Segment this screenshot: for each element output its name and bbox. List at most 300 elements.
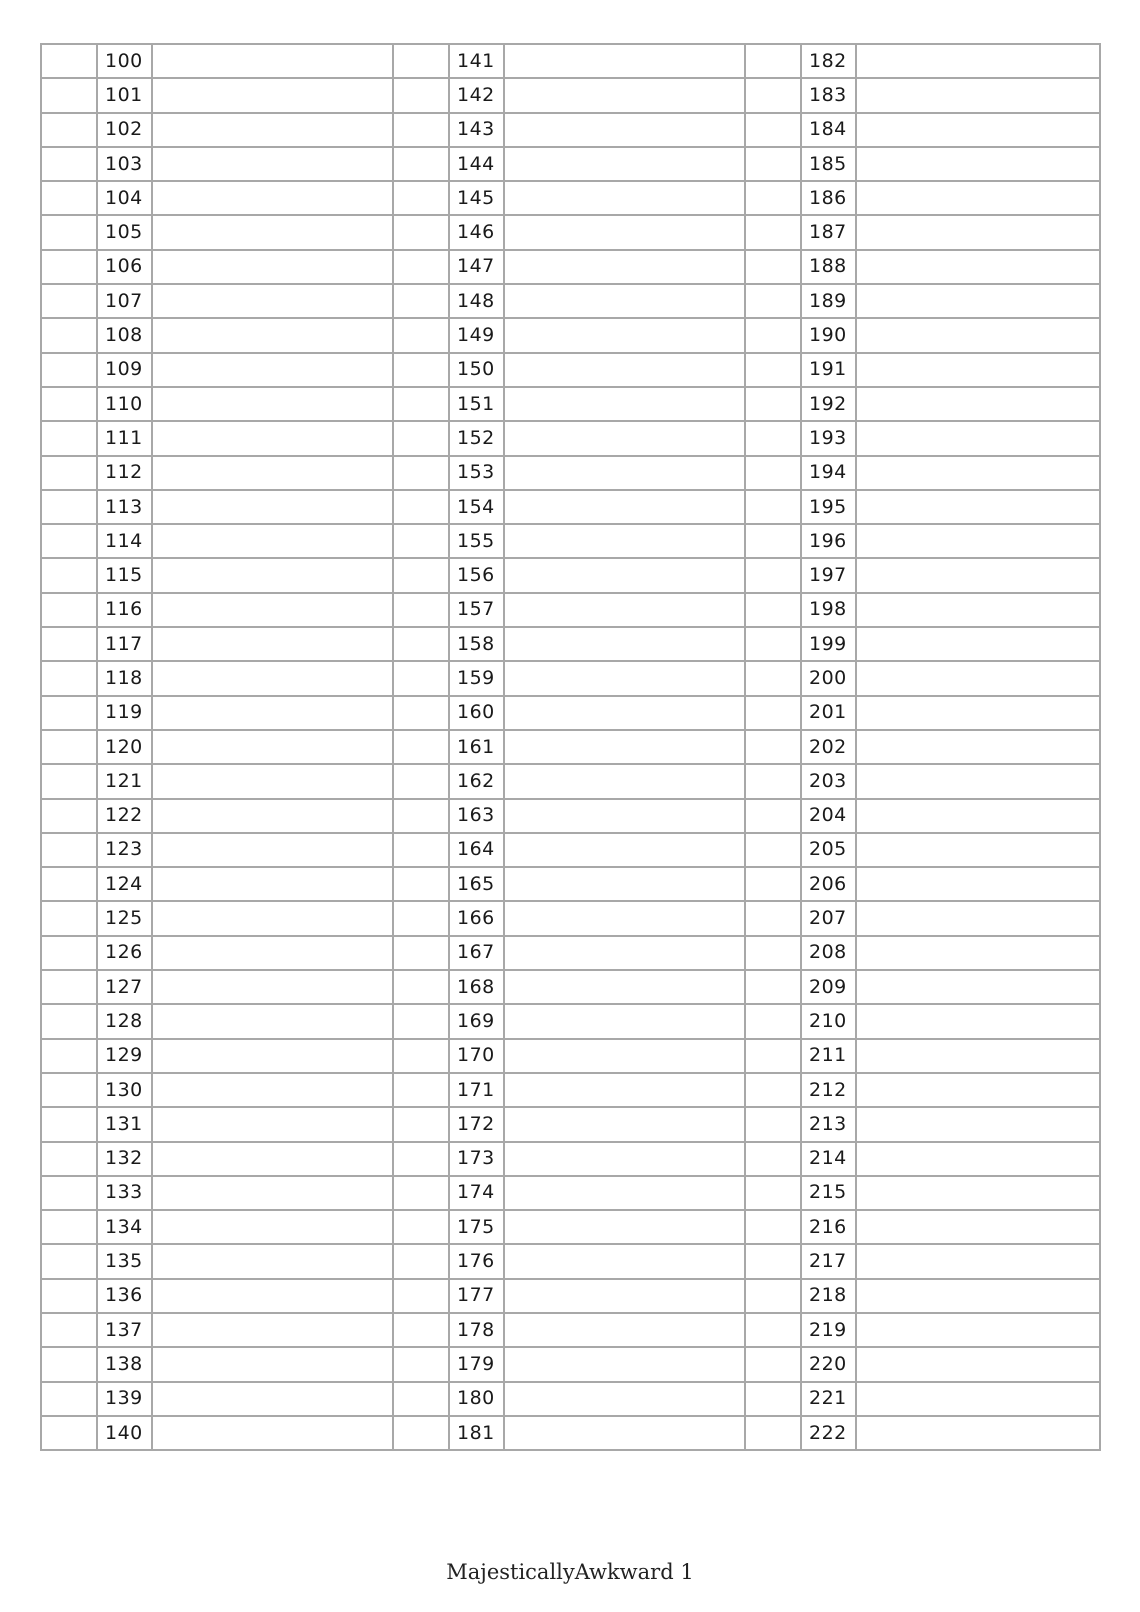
entry-cell[interactable] (504, 44, 745, 78)
entry-cell[interactable] (856, 490, 1100, 524)
entry-cell[interactable] (152, 78, 393, 112)
number-cell: 197 (801, 558, 856, 592)
entry-cell[interactable] (856, 456, 1100, 490)
number-cell: 164 (449, 833, 504, 867)
number-cell: 101 (97, 78, 152, 112)
entry-cell[interactable] (152, 627, 393, 661)
checkbox-cell[interactable] (41, 1279, 97, 1313)
table-row (41, 1210, 1100, 1244)
entry-cell[interactable] (856, 730, 1100, 764)
checkbox-cell[interactable] (393, 250, 449, 284)
entry-cell[interactable] (504, 1279, 745, 1313)
entry-cell[interactable] (152, 1313, 393, 1347)
checkbox-cell[interactable] (745, 524, 801, 558)
entry-cell[interactable] (856, 215, 1100, 249)
entry-cell[interactable] (856, 1382, 1100, 1416)
checkbox-cell[interactable] (393, 661, 449, 695)
entry-cell[interactable] (856, 1039, 1100, 1073)
checkbox-cell[interactable] (41, 1244, 97, 1278)
checkbox-cell[interactable] (393, 113, 449, 147)
entry-cell[interactable] (152, 318, 393, 352)
entry-cell[interactable] (504, 387, 745, 421)
checkbox-cell[interactable] (393, 970, 449, 1004)
number-cell: 162 (449, 764, 504, 798)
number-cell: 113 (97, 490, 152, 524)
entry-cell[interactable] (504, 936, 745, 970)
checkbox-cell[interactable] (745, 901, 801, 935)
table-row (41, 1279, 1100, 1313)
entry-cell[interactable] (504, 764, 745, 798)
entry-cell[interactable] (504, 627, 745, 661)
entry-cell[interactable] (856, 181, 1100, 215)
number-cell: 187 (801, 215, 856, 249)
checkbox-cell[interactable] (745, 181, 801, 215)
checkbox-cell[interactable] (393, 1347, 449, 1381)
entry-cell[interactable] (152, 181, 393, 215)
number-cell: 108 (97, 318, 152, 352)
checkbox-cell[interactable] (393, 901, 449, 935)
checkbox-cell[interactable] (745, 1347, 801, 1381)
checkbox-cell[interactable] (745, 490, 801, 524)
checkbox-cell[interactable] (745, 456, 801, 490)
number-cell: 193 (801, 421, 856, 455)
checkbox-cell[interactable] (41, 867, 97, 901)
entry-cell[interactable] (504, 1039, 745, 1073)
checkbox-cell[interactable] (745, 284, 801, 318)
checkbox-cell[interactable] (393, 764, 449, 798)
checkbox-cell[interactable] (393, 1210, 449, 1244)
checkbox-cell[interactable] (41, 1142, 97, 1176)
checkbox-cell[interactable] (393, 421, 449, 455)
checkbox-cell[interactable] (41, 799, 97, 833)
checkbox-cell[interactable] (41, 593, 97, 627)
table-body (41, 44, 1100, 1450)
entry-cell[interactable] (504, 524, 745, 558)
entry-cell[interactable] (152, 421, 393, 455)
checkbox-cell[interactable] (41, 284, 97, 318)
entry-cell[interactable] (504, 696, 745, 730)
entry-cell[interactable] (856, 250, 1100, 284)
checkbox-cell[interactable] (41, 353, 97, 387)
checkbox-cell[interactable] (393, 1176, 449, 1210)
entry-cell[interactable] (504, 799, 745, 833)
number-cell: 111 (97, 421, 152, 455)
number-cell: 141 (449, 44, 504, 78)
entry-cell[interactable] (856, 833, 1100, 867)
checkbox-cell[interactable] (745, 1107, 801, 1141)
entry-cell[interactable] (856, 1313, 1100, 1347)
checkbox-cell[interactable] (745, 593, 801, 627)
entry-cell[interactable] (152, 147, 393, 181)
checkbox-cell[interactable] (393, 867, 449, 901)
table-row (41, 558, 1100, 592)
entry-cell[interactable] (152, 1210, 393, 1244)
entry-cell[interactable] (152, 1347, 393, 1381)
checkbox-cell[interactable] (745, 1279, 801, 1313)
checkbox-cell[interactable] (41, 1210, 97, 1244)
entry-cell[interactable] (856, 1004, 1100, 1038)
checkbox-cell[interactable] (41, 1039, 97, 1073)
checkbox-cell[interactable] (41, 250, 97, 284)
checkbox-cell[interactable] (41, 490, 97, 524)
checkbox-cell[interactable] (393, 524, 449, 558)
number-cell: 177 (449, 1279, 504, 1313)
checkbox-cell[interactable] (41, 936, 97, 970)
checkbox-cell[interactable] (393, 456, 449, 490)
number-cell: 155 (449, 524, 504, 558)
entry-cell[interactable] (152, 1244, 393, 1278)
table-row (41, 1416, 1100, 1450)
entry-cell[interactable] (504, 456, 745, 490)
checkbox-cell[interactable] (393, 215, 449, 249)
entry-cell[interactable] (856, 353, 1100, 387)
checkbox-cell[interactable] (41, 1382, 97, 1416)
entry-cell[interactable] (504, 901, 745, 935)
entry-cell[interactable] (504, 1347, 745, 1381)
checkbox-cell[interactable] (41, 764, 97, 798)
checkbox-cell[interactable] (745, 970, 801, 1004)
number-cell: 201 (801, 696, 856, 730)
checkbox-cell[interactable] (393, 1107, 449, 1141)
number-cell: 157 (449, 593, 504, 627)
entry-cell[interactable] (152, 215, 393, 249)
checkbox-cell[interactable] (393, 1244, 449, 1278)
entry-cell[interactable] (152, 456, 393, 490)
checkbox-cell[interactable] (41, 524, 97, 558)
entry-cell[interactable] (856, 799, 1100, 833)
number-cell: 188 (801, 250, 856, 284)
number-cell: 125 (97, 901, 152, 935)
checkbox-cell[interactable] (745, 764, 801, 798)
entry-cell[interactable] (504, 1004, 745, 1038)
checkbox-cell[interactable] (41, 181, 97, 215)
entry-cell[interactable] (152, 1176, 393, 1210)
checkbox-cell[interactable] (393, 181, 449, 215)
checkbox-cell[interactable] (41, 1176, 97, 1210)
entry-cell[interactable] (856, 901, 1100, 935)
entry-cell[interactable] (856, 1279, 1100, 1313)
checkbox-cell[interactable] (745, 627, 801, 661)
number-cell: 205 (801, 833, 856, 867)
entry-cell[interactable] (152, 1004, 393, 1038)
entry-cell[interactable] (152, 353, 393, 387)
number-cell: 133 (97, 1176, 152, 1210)
entry-cell[interactable] (152, 1039, 393, 1073)
entry-cell[interactable] (152, 113, 393, 147)
entry-cell[interactable] (504, 593, 745, 627)
checkbox-cell[interactable] (745, 1244, 801, 1278)
checkbox-cell[interactable] (41, 387, 97, 421)
table-row (41, 627, 1100, 661)
checkbox-cell[interactable] (745, 353, 801, 387)
entry-cell[interactable] (504, 284, 745, 318)
checkbox-cell[interactable] (393, 558, 449, 592)
entry-cell[interactable] (152, 524, 393, 558)
entry-cell[interactable] (152, 1382, 393, 1416)
checkbox-cell[interactable] (393, 1142, 449, 1176)
checkbox-cell[interactable] (393, 490, 449, 524)
checkbox-cell[interactable] (393, 833, 449, 867)
entry-cell[interactable] (504, 1107, 745, 1141)
checkbox-cell[interactable] (745, 730, 801, 764)
number-cell: 216 (801, 1210, 856, 1244)
entry-cell[interactable] (856, 1142, 1100, 1176)
checkbox-cell[interactable] (41, 78, 97, 112)
checkbox-cell[interactable] (745, 44, 801, 78)
checkbox-cell[interactable] (745, 78, 801, 112)
table-row (41, 970, 1100, 1004)
entry-cell[interactable] (504, 1416, 745, 1450)
entry-cell[interactable] (856, 78, 1100, 112)
entry-cell[interactable] (504, 867, 745, 901)
entry-cell[interactable] (504, 1313, 745, 1347)
entry-cell[interactable] (856, 113, 1100, 147)
entry-cell[interactable] (152, 44, 393, 78)
checkbox-cell[interactable] (393, 44, 449, 78)
entry-cell[interactable] (856, 524, 1100, 558)
entry-cell[interactable] (856, 1347, 1100, 1381)
entry-cell[interactable] (504, 353, 745, 387)
checkbox-cell[interactable] (745, 215, 801, 249)
checkbox-cell[interactable] (393, 730, 449, 764)
checkbox-cell[interactable] (41, 661, 97, 695)
entry-cell[interactable] (504, 558, 745, 592)
checkbox-cell[interactable] (41, 730, 97, 764)
entry-cell[interactable] (504, 1142, 745, 1176)
checkbox-cell[interactable] (41, 147, 97, 181)
table-row (41, 593, 1100, 627)
number-cell: 103 (97, 147, 152, 181)
entry-cell[interactable] (856, 1073, 1100, 1107)
checkbox-cell[interactable] (393, 1039, 449, 1073)
checkbox-cell[interactable] (41, 215, 97, 249)
entry-cell[interactable] (856, 1176, 1100, 1210)
checkbox-cell[interactable] (41, 696, 97, 730)
table-row (41, 318, 1100, 352)
entry-cell[interactable] (856, 1244, 1100, 1278)
checkbox-cell[interactable] (745, 661, 801, 695)
number-cell: 135 (97, 1244, 152, 1278)
number-cell: 122 (97, 799, 152, 833)
entry-cell[interactable] (504, 78, 745, 112)
checkbox-cell[interactable] (745, 1176, 801, 1210)
entry-cell[interactable] (152, 284, 393, 318)
checkbox-cell[interactable] (41, 113, 97, 147)
entry-cell[interactable] (856, 284, 1100, 318)
entry-cell[interactable] (504, 833, 745, 867)
number-cell: 152 (449, 421, 504, 455)
entry-cell[interactable] (152, 593, 393, 627)
entry-cell[interactable] (504, 215, 745, 249)
checkbox-cell[interactable] (41, 627, 97, 661)
checkbox-cell[interactable] (41, 1347, 97, 1381)
entry-cell[interactable] (152, 833, 393, 867)
entry-cell[interactable] (856, 764, 1100, 798)
number-cell: 211 (801, 1039, 856, 1073)
number-cell: 181 (449, 1416, 504, 1450)
entry-cell[interactable] (504, 490, 745, 524)
entry-cell[interactable] (856, 593, 1100, 627)
checkbox-cell[interactable] (745, 387, 801, 421)
entry-cell[interactable] (504, 1210, 745, 1244)
checkbox-cell[interactable] (41, 1004, 97, 1038)
entry-cell[interactable] (152, 799, 393, 833)
entry-cell[interactable] (152, 1142, 393, 1176)
entry-cell[interactable] (504, 318, 745, 352)
entry-cell[interactable] (152, 764, 393, 798)
entry-cell[interactable] (152, 730, 393, 764)
checkbox-cell[interactable] (393, 1416, 449, 1450)
table-row (41, 113, 1100, 147)
checkbox-cell[interactable] (745, 696, 801, 730)
entry-cell[interactable] (504, 661, 745, 695)
number-cell: 196 (801, 524, 856, 558)
checkbox-cell[interactable] (745, 867, 801, 901)
entry-cell[interactable] (152, 936, 393, 970)
entry-cell[interactable] (856, 936, 1100, 970)
entry-cell[interactable] (856, 147, 1100, 181)
number-cell: 206 (801, 867, 856, 901)
entry-cell[interactable] (504, 147, 745, 181)
checkbox-cell[interactable] (393, 353, 449, 387)
checkbox-cell[interactable] (41, 421, 97, 455)
checkbox-cell[interactable] (41, 318, 97, 352)
checkbox-cell[interactable] (745, 1039, 801, 1073)
checkbox-cell[interactable] (41, 456, 97, 490)
checkbox-cell[interactable] (41, 901, 97, 935)
entry-cell[interactable] (504, 113, 745, 147)
checkbox-cell[interactable] (393, 1279, 449, 1313)
checkbox-cell[interactable] (745, 1073, 801, 1107)
checkbox-cell[interactable] (745, 421, 801, 455)
checkbox-cell[interactable] (745, 113, 801, 147)
checkbox-cell[interactable] (393, 593, 449, 627)
entry-cell[interactable] (152, 387, 393, 421)
checkbox-cell[interactable] (41, 558, 97, 592)
entry-cell[interactable] (152, 970, 393, 1004)
entry-cell[interactable] (856, 696, 1100, 730)
checkbox-cell[interactable] (393, 1004, 449, 1038)
entry-cell[interactable] (856, 421, 1100, 455)
entry-cell[interactable] (856, 970, 1100, 1004)
checkbox-cell[interactable] (393, 318, 449, 352)
table-row (41, 1382, 1100, 1416)
checkbox-cell[interactable] (745, 936, 801, 970)
checkbox-cell[interactable] (745, 1210, 801, 1244)
number-cell: 134 (97, 1210, 152, 1244)
checkbox-cell[interactable] (745, 1004, 801, 1038)
checkbox-cell[interactable] (745, 318, 801, 352)
checkbox-cell[interactable] (745, 1142, 801, 1176)
entry-cell[interactable] (856, 387, 1100, 421)
table-row (41, 250, 1100, 284)
checkbox-cell[interactable] (41, 1107, 97, 1141)
entry-cell[interactable] (856, 318, 1100, 352)
entry-cell[interactable] (152, 867, 393, 901)
entry-cell[interactable] (152, 1416, 393, 1450)
entry-cell[interactable] (152, 1107, 393, 1141)
number-cell: 140 (97, 1416, 152, 1450)
entry-cell[interactable] (856, 1107, 1100, 1141)
number-cell: 203 (801, 764, 856, 798)
table-row (41, 661, 1100, 695)
entry-cell[interactable] (856, 44, 1100, 78)
entry-cell[interactable] (856, 661, 1100, 695)
entry-cell[interactable] (152, 250, 393, 284)
entry-cell[interactable] (504, 1176, 745, 1210)
checkbox-cell[interactable] (745, 833, 801, 867)
entry-cell[interactable] (152, 558, 393, 592)
entry-cell[interactable] (152, 1279, 393, 1313)
checkbox-cell[interactable] (745, 799, 801, 833)
entry-cell[interactable] (856, 867, 1100, 901)
checkbox-cell[interactable] (745, 1382, 801, 1416)
entry-cell[interactable] (504, 730, 745, 764)
checkbox-cell[interactable] (393, 1382, 449, 1416)
checkbox-cell[interactable] (393, 799, 449, 833)
number-cell: 218 (801, 1279, 856, 1313)
entry-cell[interactable] (504, 250, 745, 284)
number-cell: 172 (449, 1107, 504, 1141)
checkbox-cell[interactable] (393, 147, 449, 181)
checkbox-cell[interactable] (393, 78, 449, 112)
number-cell: 202 (801, 730, 856, 764)
entry-cell[interactable] (504, 181, 745, 215)
table-row (41, 353, 1100, 387)
entry-cell[interactable] (504, 970, 745, 1004)
entry-cell[interactable] (504, 1382, 745, 1416)
entry-cell[interactable] (856, 1210, 1100, 1244)
checkbox-cell[interactable] (393, 387, 449, 421)
number-cell: 146 (449, 215, 504, 249)
number-cell: 179 (449, 1347, 504, 1381)
checkbox-cell[interactable] (745, 558, 801, 592)
number-cell: 104 (97, 181, 152, 215)
checkbox-cell[interactable] (393, 696, 449, 730)
checkbox-cell[interactable] (745, 250, 801, 284)
checkbox-cell[interactable] (41, 970, 97, 1004)
table-row (41, 936, 1100, 970)
checkbox-cell[interactable] (41, 833, 97, 867)
checkbox-cell[interactable] (393, 627, 449, 661)
entry-cell[interactable] (504, 1244, 745, 1278)
checkbox-cell[interactable] (41, 1313, 97, 1347)
checkbox-cell[interactable] (745, 1313, 801, 1347)
entry-cell[interactable] (152, 901, 393, 935)
checkbox-cell[interactable] (41, 1416, 97, 1450)
entry-cell[interactable] (152, 490, 393, 524)
checkbox-cell[interactable] (393, 284, 449, 318)
entry-cell[interactable] (504, 1073, 745, 1107)
entry-cell[interactable] (504, 421, 745, 455)
checkbox-cell[interactable] (41, 44, 97, 78)
entry-cell[interactable] (152, 661, 393, 695)
checkbox-cell[interactable] (745, 1416, 801, 1450)
entry-cell[interactable] (152, 1073, 393, 1107)
checkbox-cell[interactable] (41, 1073, 97, 1107)
entry-cell[interactable] (856, 627, 1100, 661)
number-cell: 149 (449, 318, 504, 352)
entry-cell[interactable] (152, 696, 393, 730)
number-cell: 121 (97, 764, 152, 798)
checkbox-cell[interactable] (393, 1313, 449, 1347)
entry-cell[interactable] (856, 1416, 1100, 1450)
entry-cell[interactable] (856, 558, 1100, 592)
number-cell: 189 (801, 284, 856, 318)
checkbox-cell[interactable] (745, 147, 801, 181)
checkbox-cell[interactable] (393, 936, 449, 970)
checkbox-cell[interactable] (393, 1073, 449, 1107)
